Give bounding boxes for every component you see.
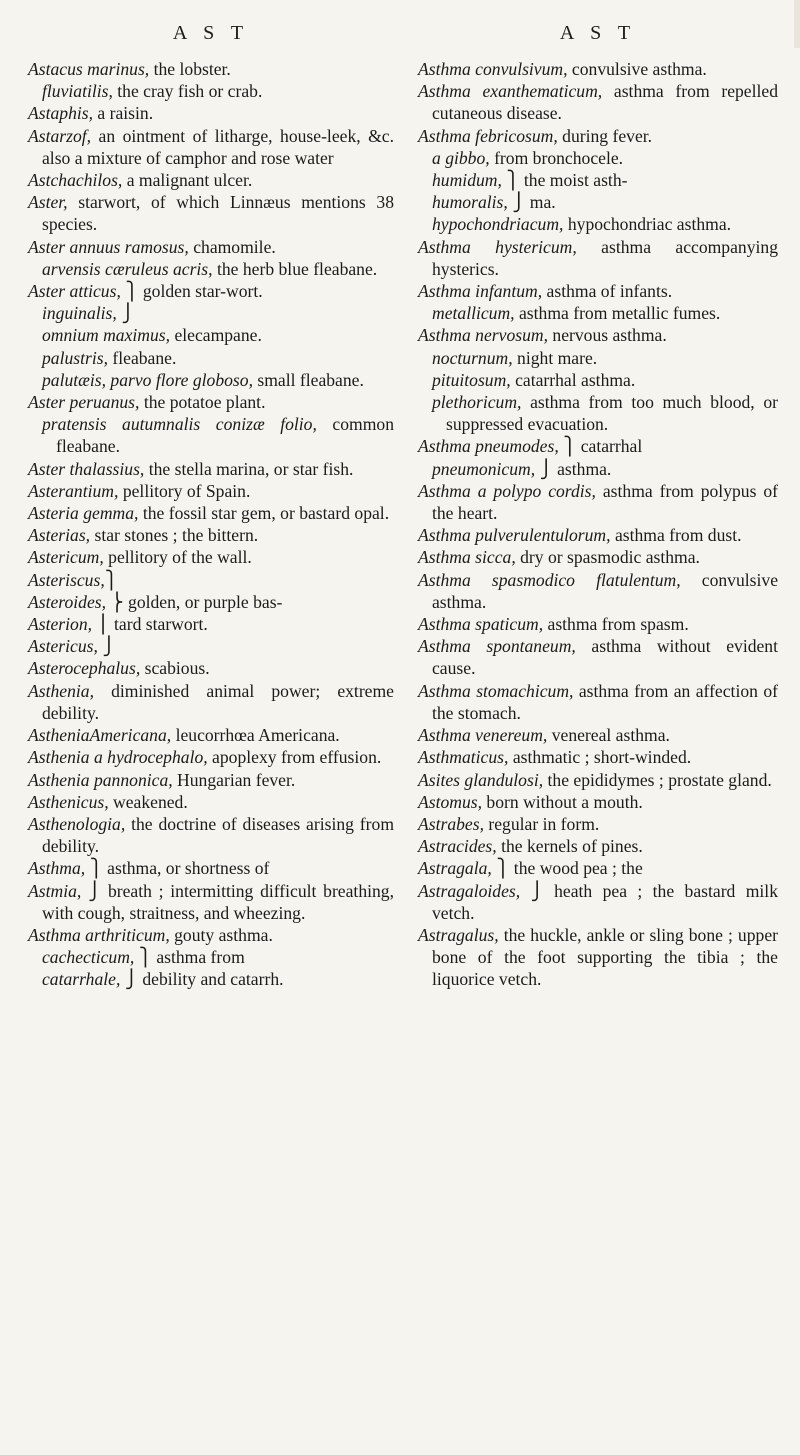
entry-term: a gibbo, [432,147,490,168]
entry-term: Asthma a polypo cordis, [418,480,596,501]
dictionary-entry [28,924,394,946]
dictionary-entry [28,458,394,480]
entry-definition: dry or spasmodic asthma. [515,547,700,568]
entry-definition: ⎭ heath pea ; the bastard milk vetch. [432,880,778,923]
dictionary-entry [418,680,778,724]
entry-definition: star stones ; the bittern. [90,525,259,546]
dictionary-entry [418,147,778,169]
entry-definition: born without a mouth. [482,791,643,812]
entry-definition: convulsive asthma. [567,59,707,79]
entry-term: Aster thalassius, [28,458,145,479]
dictionary-entry [418,347,778,369]
entry-definition: a malignant ulcer. [122,170,253,191]
entry-definition: chamomile. [188,236,276,257]
dictionary-entry [28,635,394,657]
entry-definition: apoplexy from effusion. [207,747,382,768]
left-running-header: A S T [172,22,250,44]
dictionary-entry [418,302,778,324]
dictionary-entry [418,125,778,147]
entry-definition: nervous asthma. [548,325,667,346]
entry-term: Asthma exanthematicum, [418,81,603,102]
entry-term: Asthenicus, [28,791,109,812]
entry-term: Asthma spontaneum, [418,636,576,657]
entry-term: Asthma stomachicum, [418,680,574,701]
entry-term: Asthma hystericum, [418,236,577,257]
entry-definition: the fossil star gem, or bastard opal. [138,503,390,524]
entry-term: Asterias, [28,525,91,546]
dictionary-entry [418,458,778,480]
entry-definition: ⎪ tard starwort. [92,614,208,635]
entry-definition: scabious. [140,658,210,679]
entry-term: Asthma pneumodes, [418,436,559,457]
entry-definition: ⎭ [97,636,116,657]
entry-definition: hypochondriac asthma. [563,214,732,235]
entry-term: Asterocephalus, [28,658,141,679]
dictionary-entry [28,280,394,302]
entry-term: Astmia, [28,880,82,901]
dictionary-entry [28,302,394,324]
entry-term: Astracides, [418,836,497,857]
dictionary-entry [28,58,394,80]
entry-definition: small fleabane. [252,369,364,390]
entry-term: Astragala, [418,858,492,879]
entry-term: Asthmaticus, [418,747,509,768]
dictionary-entry [28,524,394,546]
entry-definition: asthma from dust. [610,525,742,546]
entry-definition: the doctrine of diseases arising from debility. [42,813,394,857]
dictionary-entry [418,835,778,857]
entry-term: Asteria gemma, [28,503,139,524]
dictionary-entry [28,791,394,813]
entry-term: Astragaloides, [418,880,521,901]
entry-definition: asthma without evident cause. [432,636,778,679]
entry-definition: ⎭ [116,303,135,324]
entry-definition: asthma accompanying hysterics. [432,236,778,279]
entry-term: Asthenia a hydrocephalo, [28,747,208,768]
dictionary-entry [28,480,394,502]
entry-definition: gouty asthma. [169,924,273,945]
dictionary-entry [28,880,394,924]
entry-term: Asteroides, [28,591,107,612]
entry-term: humidum, [432,170,502,191]
entry-term: Astericus, [28,636,98,657]
entry-definition: ⎭ debility and catarrh. [120,969,284,990]
entry-definition: the cray fish or crab. [112,81,263,102]
entry-definition: asthma from repelled cutaneous disease. [432,81,778,124]
dictionary-entry [418,480,778,524]
entry-definition: ⎫ the moist asth- [501,170,628,191]
page-edge-shadow [794,0,800,48]
entry-term: Astacus marinus, [28,59,150,79]
dictionary-entry [28,102,394,124]
right-entry-list [418,58,778,991]
entry-definition: from bronchocele. [489,147,624,168]
entry-term: Asites glandulosi, [418,769,544,790]
entry-definition: convulsive asthma. [432,569,779,612]
dictionary-entry [418,524,778,546]
entry-term: Asteriscus, [28,569,105,590]
entry-definition: ⎫ golden star-wort. [120,281,263,302]
entry-definition: an ointment of litharge, house-leek, &c. also a mixture of camphor and rose water [42,125,394,168]
dictionary-entry [28,769,394,791]
entry-term: Asthma febricosum, [418,125,558,146]
entry-term: Astaphis, [28,103,94,124]
entry-definition: asthma from an affection of the stomach. [432,680,778,723]
dictionary-entry [418,280,778,302]
entry-definition: the epididymes ; prostate gland. [543,769,772,790]
entry-definition: ⎫ the wood pea ; the [491,858,643,879]
entry-term: Astrabes, [418,813,484,834]
dictionary-entry [28,80,394,102]
dictionary-entry [28,857,394,879]
entry-term: metallicum, [432,303,515,324]
entry-term: nocturnum, [432,347,513,368]
dictionary-entry [418,80,778,124]
entry-definition: asthma of infants. [542,281,673,302]
entry-term: Asthenologia, [28,813,126,834]
entry-definition: ⎫ asthma from [134,947,245,968]
dictionary-entry [418,769,778,791]
dictionary-entry [418,236,778,280]
dictionary-entry [28,746,394,768]
dictionary-entry [28,169,394,191]
entry-definition: asthma from polypus of the heart. [432,480,778,524]
entry-definition: ⎭ asthma. [535,458,612,479]
dictionary-entry [418,746,778,768]
entry-definition: asthma from too much blood, or suppressed evacuation. [446,392,778,435]
entry-definition: ⎭ breath ; intermitting difficult breathing, with cough, straitness, and wheezing. [42,880,394,923]
entry-term: pneumonicum, [432,458,536,479]
entry-term: Asthma nervosum, [418,325,548,346]
entry-term: palutæis, parvo flore globoso, [42,369,253,390]
dictionary-entry [418,857,778,879]
dictionary-entry [418,880,778,924]
entry-definition: pellitory of the wall. [103,547,252,568]
dictionary-entry [28,968,394,990]
entry-definition: the potatoe plant. [139,392,266,413]
dictionary-entry [418,213,778,235]
entry-term: Asthenia pannonica, [28,769,173,790]
entry-definition: night mare. [512,347,598,368]
entry-term: fluviatilis, [42,81,113,102]
entry-term: plethoricum, [432,392,522,413]
entry-definition: starwort, of which Linnæus mentions 38 species. [42,192,394,235]
entry-definition: regular in form. [483,813,600,834]
entry-definition: common fleabane. [56,414,395,457]
entry-definition: fleabane. [108,347,177,368]
entry-definition: ⎫ catarrhal [558,436,643,457]
dictionary-entry [418,724,778,746]
entry-term: inguinalis, [42,303,117,324]
entry-definition: asthmatic ; short-winded. [508,747,692,768]
entry-definition: the herb blue fleabane. [212,258,378,279]
dictionary-entry [28,946,394,968]
dictionary-entry [28,502,394,524]
entry-term: Asthma arthriticum, [28,924,170,945]
entry-definition: the kernels of pines. [496,836,643,857]
dictionary-entry [418,369,778,391]
entry-term: Asthma, [28,858,86,879]
entry-term: Aster atticus, [28,281,121,302]
entry-term: Asterantium, [28,480,119,501]
entry-term: Asthma venereum, [418,725,548,746]
dictionary-entry [28,569,394,591]
dictionary-entry [28,546,394,568]
dictionary-entry [418,546,778,568]
entry-definition: asthma from metallic fumes. [514,303,721,324]
dictionary-entry [418,924,778,991]
entry-definition: weakened. [108,791,188,812]
dictionary-entry [28,191,394,235]
entry-definition: ⎫ asthma, or shortness of [85,858,270,879]
entry-definition: asthma from spasm. [543,614,689,635]
dictionary-entry [28,347,394,369]
dictionary-entry [418,635,778,679]
entry-term: pratensis autumnalis conizæ folio, [42,414,317,435]
dictionary-entry [418,191,778,213]
entry-definition: ⎭ ma. [507,192,556,213]
entry-definition: catarrhal asthma. [510,369,636,390]
entry-term: Asthma spasmodico flatulentum, [418,569,681,590]
entry-term: Asthma convulsivum, [418,59,568,79]
entry-term: catarrhale, [42,969,121,990]
dictionary-entry [28,591,394,613]
dictionary-entry [418,391,778,435]
dictionary-entry [28,369,394,391]
entry-definition: leucorrhœa Americana. [171,725,340,746]
entry-term: Asthma spaticum, [418,614,544,635]
dictionary-entry [418,791,778,813]
entry-term: Asthma sicca, [418,547,516,568]
entry-term: arvensis cæruleus acris, [42,258,213,279]
dictionary-entry [28,724,394,746]
entry-term: Astomus, [418,791,483,812]
entry-term: Asthma pulverulentulorum, [418,525,611,546]
entry-term: Astragalus, [418,924,499,945]
dictionary-entry [28,680,394,724]
dictionary-entry [418,435,778,457]
entry-term: Asterion, [28,614,93,635]
dictionary-entry [28,236,394,258]
dictionary-entry [28,657,394,679]
entry-term: Aster peruanus, [28,392,140,413]
entry-term: cachecticum, [42,947,135,968]
entry-definition: the huckle, ankle or sling bone ; upper bone of the foot supporting the tibia ; the liquorice vetch. [432,924,778,990]
entry-term: omnium maximus, [42,325,171,346]
entry-definition: venereal asthma. [547,725,670,746]
dictionary-entry [28,391,394,413]
entry-term: humoralis, [432,192,508,213]
dictionary-entry [418,169,778,191]
dictionary-entry [28,413,394,457]
entry-term: Astchachilos, [28,170,123,191]
right-column [418,22,778,991]
entry-definition: a raisin. [93,103,154,124]
entry-term: palustris, [42,347,108,368]
entry-term: Astericum, [28,547,104,568]
dictionary-entry [28,613,394,635]
dictionary-entry [28,324,394,346]
entry-term: Astarzof, [28,125,92,146]
dictionary-entry [418,569,778,613]
left-entry-list [28,58,394,991]
entry-term: AstheniaAmericana, [28,725,172,746]
entry-definition: diminished animal power; extreme debility. [42,680,394,723]
dictionary-entry [28,813,394,857]
entry-term: Asthma infantum, [418,281,543,302]
entry-definition: ⎫ [104,569,118,590]
dictionary-entry [418,813,778,835]
entry-definition: elecampane. [170,325,262,346]
entry-term: Aster annuus ramosus, [28,236,189,257]
dictionary-entry [418,58,778,80]
entry-definition: during fever. [557,125,653,146]
entry-definition: Hungarian fever. [172,769,296,790]
dictionary-entry [418,613,778,635]
entry-definition: the stella marina, or star fish. [144,458,354,479]
entry-term: hypochondriacum, [432,214,564,235]
right-running-header: A S T [559,22,637,44]
dictionary-entry [28,258,394,280]
entry-definition: pellitory of Spain. [118,480,251,501]
entry-term: Asthenia, [28,680,94,701]
entry-definition: the lobster. [149,59,231,79]
dictionary-entry [418,324,778,346]
dictionary-entry [28,125,394,169]
entry-term: pituitosum, [432,369,511,390]
entry-term: Aster, [28,192,68,213]
left-column [28,22,394,991]
entry-definition: ⎬ golden, or purple bas- [106,591,283,612]
